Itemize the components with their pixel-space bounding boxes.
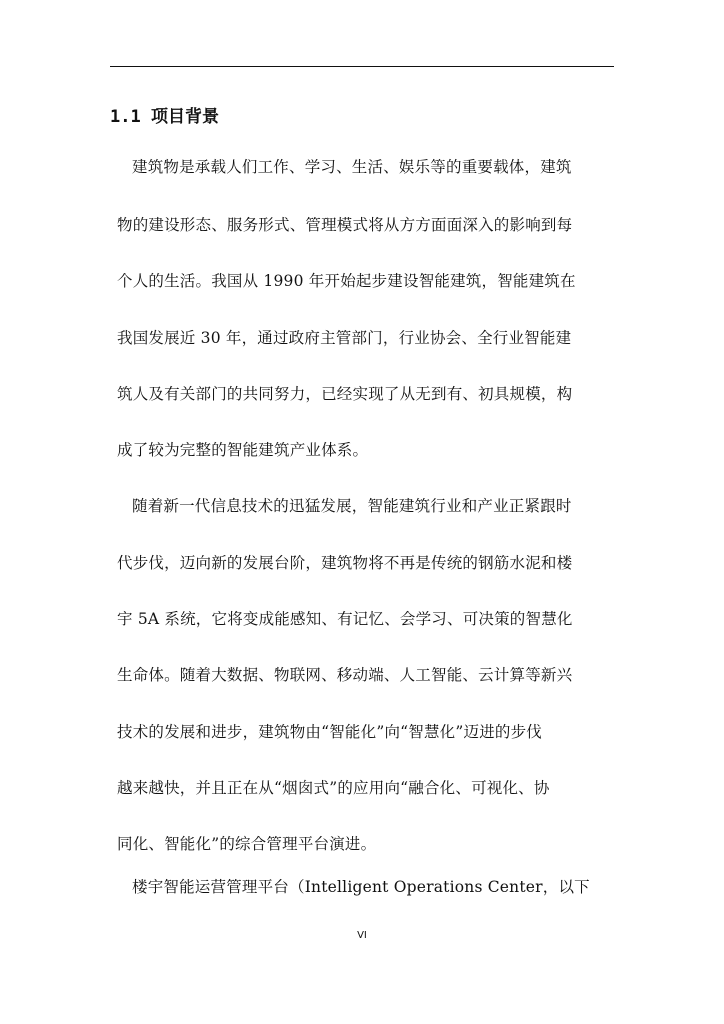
paragraph-line: 物的建设形态、服务形式、管理模式将从方方面面深入的影响到每 (117, 216, 573, 234)
paragraph-line: 成了较为完整的智能建筑产业体系。 (117, 441, 369, 459)
section-heading: 1.1 项目背景 (110, 107, 219, 127)
paragraph-line: 越来越快，并且正在从“烟囱式”的应用向“融合化、可视化、协 (117, 779, 550, 797)
paragraph-line: 建筑物是承载人们工作、学习、生活、娱乐等的重要载体，建筑 (132, 158, 572, 176)
paragraph-line: 筑人及有关部门的共同努力，已经实现了从无到有、初具规模，构 (117, 385, 573, 403)
paragraph-line: 代步伐，迈向新的发展台阶，建筑物将不再是传统的钢筋水泥和楼 (117, 554, 573, 572)
paragraph-line: 生命体。随着大数据、物联网、移动端、人工智能、云计算等新兴 (117, 666, 573, 684)
paragraph-line: 同化、智能化”的综合管理平台演进。 (117, 835, 377, 853)
header-rule (110, 66, 614, 67)
paragraph-line: 宇 5A 系统，它将变成能感知、有记忆、会学习、可决策的智慧化 (117, 610, 573, 628)
paragraph-line: 随着新一代信息技术的迅猛发展，智能建筑行业和产业正紧跟时 (132, 497, 572, 515)
paragraph-line: 楼宇智能运营管理平台（Intelligent Operations Center，以下 (132, 878, 590, 896)
paragraph-line: 个人的生活。我国从 1990 年开始起步建设智能建筑，智能建筑在 (117, 272, 576, 290)
paragraph-line: 我国发展近 30 年，通过政府主管部门，行业协会、全行业智能建 (117, 329, 572, 347)
page-number: VI (357, 930, 367, 941)
paragraph-line: 技术的发展和进步，建筑物由“智能化”向“智慧化”迈进的步伐 (117, 723, 542, 741)
